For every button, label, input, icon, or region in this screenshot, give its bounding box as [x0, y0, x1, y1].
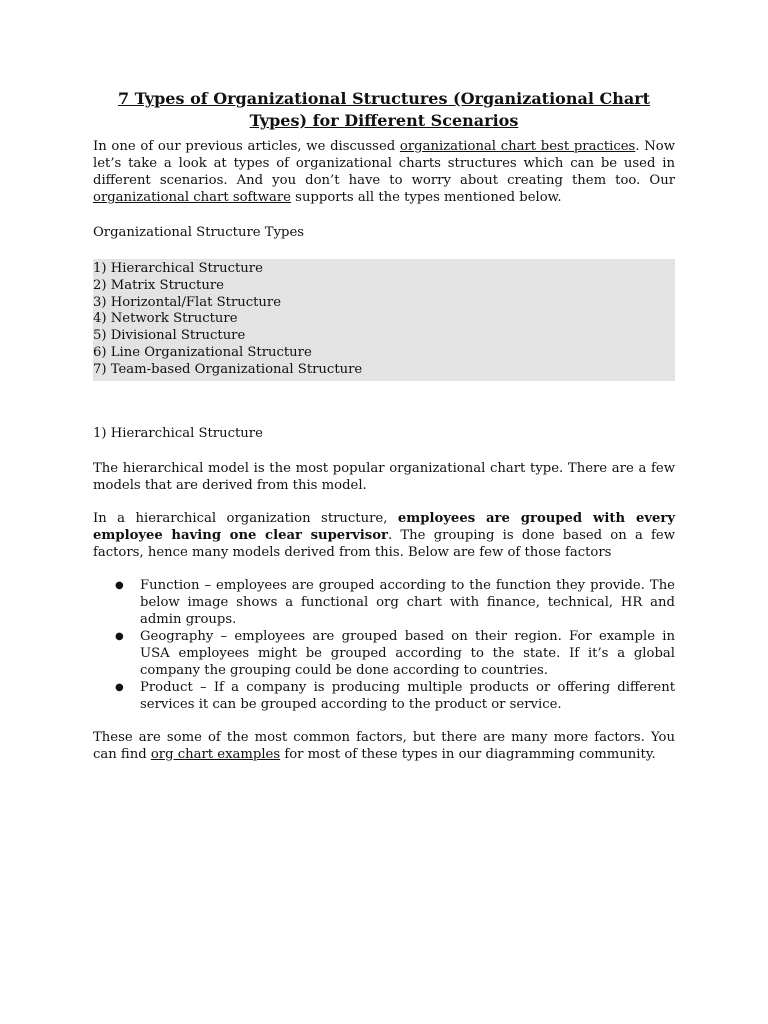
document-body [93, 88, 675, 763]
toc-heading: Organizational Structure Types [93, 225, 305, 240]
closing-paragraph [93, 729, 675, 763]
section-heading-hierarchical: 1) Hierarchical Structure [93, 425, 263, 441]
toc-item-divisional: 5) Divisional Structure [93, 328, 246, 344]
list-item [93, 577, 675, 628]
toc-item-network: 4) Network Structure [93, 311, 238, 327]
page-title: 7 Types of Organizational Structures (Organizational Chart Types) for Different Scenarios [117, 89, 651, 130]
hierarchical-paragraph-2 [93, 510, 675, 561]
factor-geography: Geography – employees are grouped based on their region. For example in USA employees might be grouped according to the state. If it’s a global company the grouping could be done according to countries. [140, 628, 675, 678]
grouping-factors-list [93, 577, 675, 713]
toc-item-hierarchical: 1) Hierarchical Structure [93, 261, 263, 276]
best-practices-link[interactable]: organizational chart best practices [399, 139, 636, 154]
toc-item-horizontal-flat: 3) Horizontal/Flat Structure [93, 294, 282, 310]
para2-text-b: . The grouping is done based on a few factors, hence many models derived from this. Below are few of those factors [93, 527, 675, 560]
org-chart-examples-link[interactable]: org chart examples [150, 746, 281, 762]
para2-text-a: In a hierarchical organization structure, [93, 510, 398, 526]
closing-text-a: These are some of the most common factors, but there are many more factors. You can find [93, 729, 675, 762]
structure-types-list [93, 259, 675, 381]
para2-bold-text: employees are grouped with every employee having one clear supervisor [93, 510, 676, 543]
bullet-icon: ● [115, 579, 124, 591]
factor-product: Product – If a company is producing multiple products or offering different services it can be grouped according to the product or service. [140, 679, 675, 712]
hierarchical-paragraph-1: The hierarchical model is the most popular organizational chart type. There are a few models that are derived from this model. [93, 460, 675, 493]
toc-item-matrix: 2) Matrix Structure [93, 277, 224, 293]
bullet-icon: ● [115, 630, 124, 642]
intro-text-3: supports all the types mentioned below. [290, 190, 562, 205]
toc-item-team-based: 7) Team-based Organizational Structure [93, 361, 363, 377]
intro-paragraph [93, 138, 675, 206]
org-chart-software-link[interactable]: organizational chart software [93, 190, 291, 205]
list-item [93, 628, 675, 679]
bullet-icon: ● [115, 681, 124, 693]
list-item [93, 679, 675, 713]
intro-text-1: In one of our previous articles, we discussed [93, 139, 400, 154]
closing-text-b: for most of these types in our diagramming community. [280, 746, 656, 762]
toc-item-line-organizational: 6) Line Organizational Structure [93, 344, 312, 360]
factor-function: Function – employees are grouped according to the function they provide. The below image shows a functional org chart with finance, technical, HR and admin groups. [140, 577, 675, 627]
intro-text-2: . Now let’s take a look at types of organizational charts structures which can be used in different scenarios. And you don’t have to worry about creating them too. Our [93, 139, 675, 188]
